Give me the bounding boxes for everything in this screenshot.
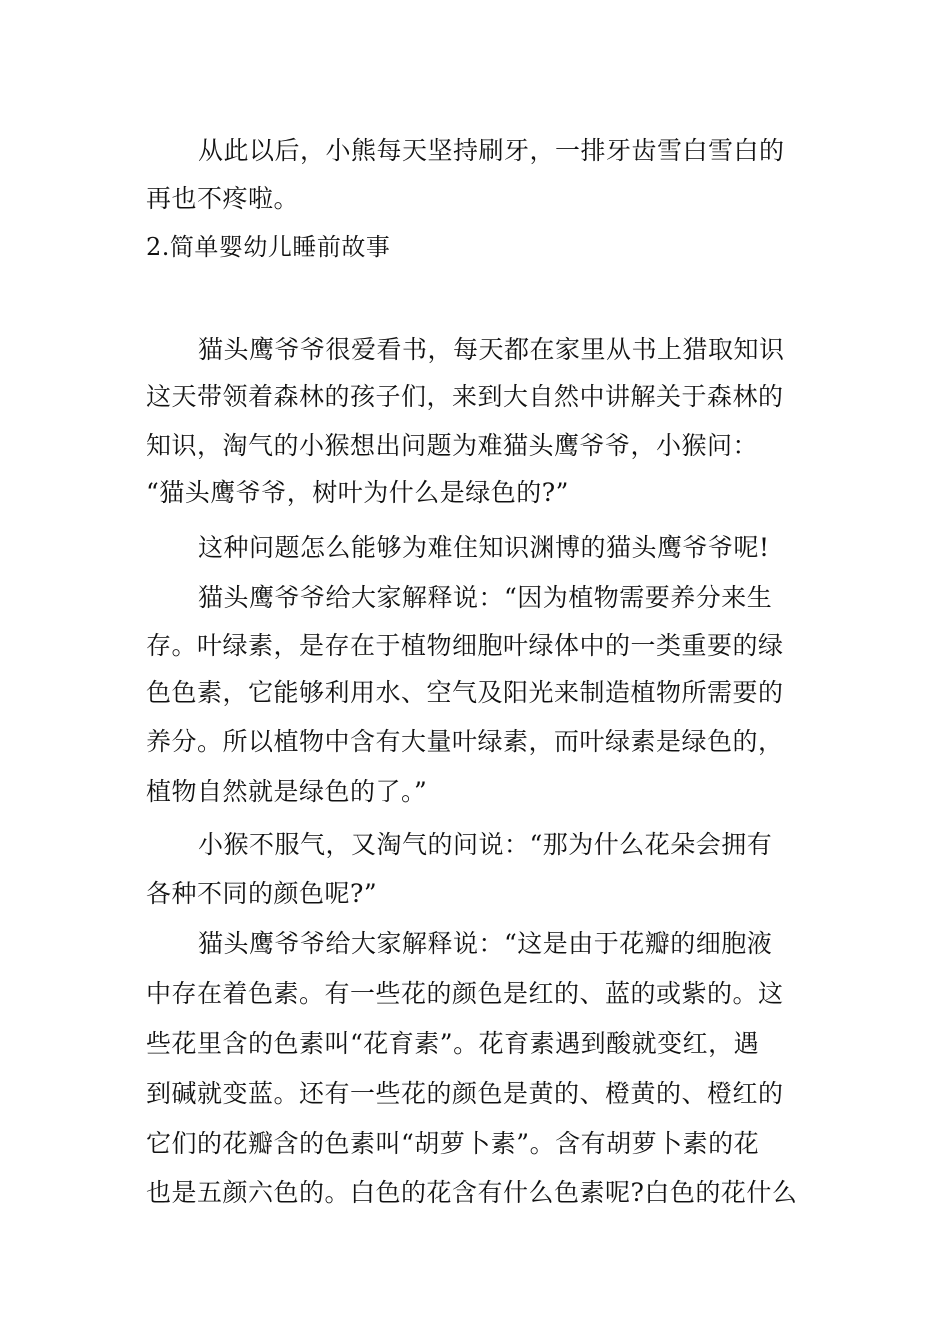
paragraph-6-line-4: 到碱就变蓝。还有一些花的颜色是黄的、橙黄的、橙红的 — [146, 1079, 784, 1108]
paragraph-4-line-1: 猫头鹰爷爷给大家解释说：“因为植物需要养分来生 — [198, 583, 773, 612]
paragraph-4-line-5: 植物自然就是绿色的了。” — [146, 777, 428, 806]
paragraph-3-line-1: 这种问题怎么能够为难住知识渊博的猫头鹰爷爷呢! — [198, 533, 770, 562]
paragraph-6-line-6: 也是五颜六色的。白色的花含有什么色素呢?白色的花什么 — [146, 1178, 798, 1207]
paragraph-4-line-4: 养分。所以植物中含有大量叶绿素，而叶绿素是绿色的， — [146, 727, 784, 756]
paragraph-1-line-2: 再也不疼啦。 — [146, 184, 300, 213]
paragraph-2-line-2: 这天带领着森林的孩子们，来到大自然中讲解关于森林的 — [146, 382, 784, 411]
paragraph-2-line-1: 猫头鹰爷爷很爱看书，每天都在家里从书上猎取知识 — [198, 335, 785, 364]
section-heading: 2.简单婴幼儿睡前故事 — [146, 233, 391, 261]
paragraph-6-line-2: 中存在着色素。有一些花的颜色是红的、蓝的或紫的。这 — [146, 979, 784, 1008]
paragraph-5-line-2: 各种不同的颜色呢?” — [146, 879, 378, 908]
paragraph-4-line-2: 存。叶绿素，是存在于植物细胞叶绿体中的一类重要的绿 — [146, 631, 784, 660]
paragraph-6-line-3: 些花里含的色素叫“花育素”。花育素遇到酸就变红，遇 — [146, 1029, 760, 1058]
paragraph-2-line-4: “猫头鹰爷爷，树叶为什么是绿色的?” — [146, 478, 569, 507]
paragraph-4-line-3: 色色素，它能够利用水、空气及阳光来制造植物所需要的 — [146, 678, 784, 707]
paragraph-5-line-1: 小猴不服气，又淘气的问说：“那为什么花朵会拥有 — [198, 830, 773, 859]
paragraph-2-line-3: 知识，淘气的小猴想出问题为难猫头鹰爷爷，小猴问： — [146, 431, 759, 460]
paragraph-1-line-1: 从此以后，小熊每天坚持刷牙，一排牙齿雪白雪白的 — [198, 136, 785, 165]
paragraph-6-line-5: 它们的花瓣含的色素叫“胡萝卜素”。含有胡萝卜素的花 — [146, 1129, 760, 1158]
paragraph-6-line-1: 猫头鹰爷爷给大家解释说：“这是由于花瓣的细胞液 — [198, 929, 773, 958]
